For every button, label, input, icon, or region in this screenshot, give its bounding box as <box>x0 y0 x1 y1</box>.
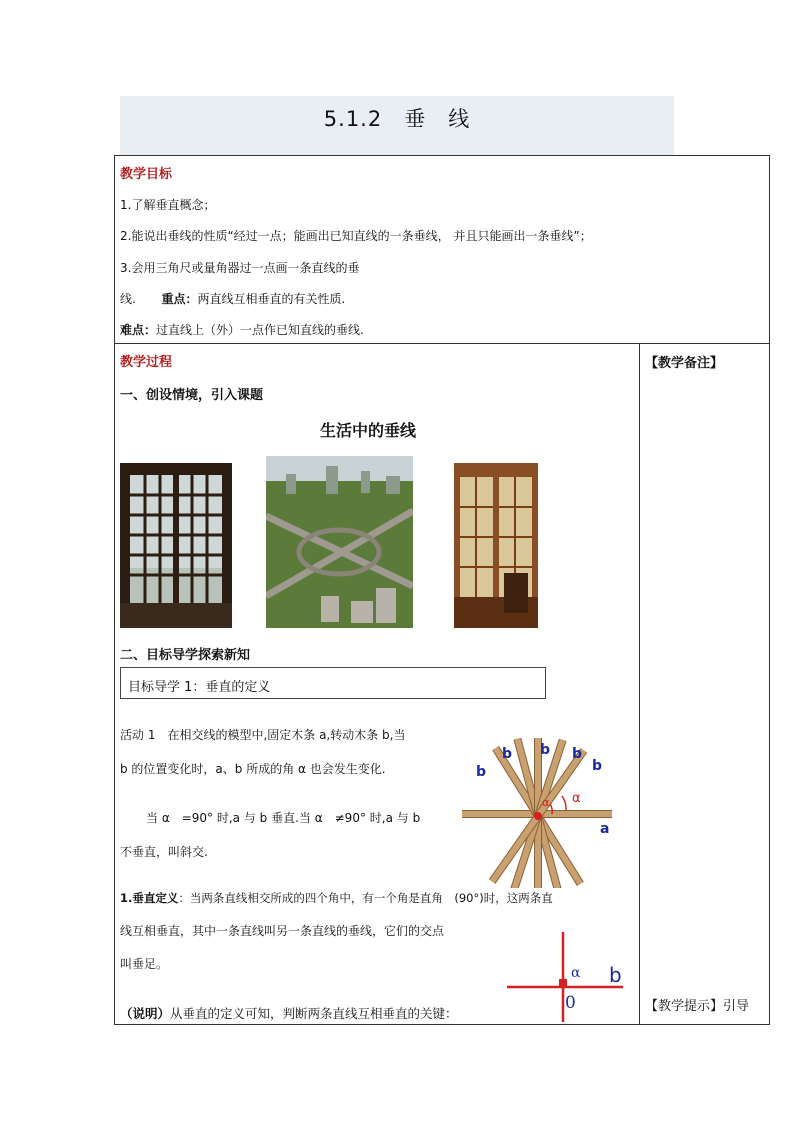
alpha-label-outer: α <box>572 791 581 806</box>
foot-label-o: 0 <box>565 993 576 1013</box>
alpha-label-inner: α <box>542 796 550 809</box>
difficulty-text: 过直线上（外）一点作已知直线的垂线. <box>156 323 364 337</box>
section-1-heading: 一、创设情境，引入课题 <box>120 388 264 403</box>
goal-box-label: 目标导学 1：垂直的定义 <box>128 680 271 695</box>
label-b-4: b <box>572 746 583 762</box>
label-a: a <box>600 821 610 837</box>
overpass-photo <box>266 456 413 628</box>
label-b-1: b <box>476 764 487 780</box>
activity-line-1: 活动 1 在相交线的模型中,固定木条 a,转动木条 b,当 <box>120 728 406 742</box>
definition-line-2: 线互相垂直，其中一条直线叫另一条直线的垂线，它们的交点 <box>120 924 445 938</box>
label-b-3: b <box>540 742 551 758</box>
window-photo <box>120 463 232 628</box>
activity-line-4: 不垂直，叫斜交. <box>120 845 208 859</box>
definition-line-3: 叫垂足。 <box>120 957 169 971</box>
objective-2: 2.能说出垂线的性质“经过一点；能画出已知直线的一条垂线， 并且只能画出一条垂线”； <box>120 229 592 243</box>
objective-3-cont <box>120 290 345 307</box>
note-line <box>120 1004 458 1022</box>
note-label: （说明） <box>120 1006 171 1021</box>
teaching-hint: 【教学提示】引导 <box>645 999 750 1014</box>
door-photo <box>454 463 538 628</box>
difficulty-label: 难点： <box>120 323 157 337</box>
objective-3-cont-text: 线. <box>120 292 136 306</box>
key-point-label: 重点： <box>161 292 198 306</box>
objectives-heading: 教学目标 <box>120 167 173 182</box>
section-subtitle: 生活中的垂线 <box>320 421 417 440</box>
activity-line-3: 当 α =90° 时,a 与 b 垂直.当 α ≠90° 时,a 与 b <box>146 811 421 825</box>
section-2-heading: 二、目标导学探索新知 <box>120 648 251 663</box>
alpha-label: α <box>571 965 581 981</box>
objective-1: 1.了解垂直概念； <box>120 198 216 212</box>
definition-line-1 <box>120 890 553 906</box>
label-b-2: b <box>502 746 513 762</box>
note-text: 从垂直的定义可知，判断两条直线互相垂直的关键： <box>170 1006 458 1021</box>
definition-label: 1.垂直定义 <box>120 891 179 905</box>
process-heading: 教学过程 <box>120 355 173 370</box>
objectives-box <box>114 155 770 344</box>
teaching-notes-heading: 【教学备注】 <box>645 356 724 371</box>
intersection-point <box>534 812 542 820</box>
angle-arc-outer <box>562 796 566 810</box>
page-title: 5.1.2 垂 线 <box>323 107 471 131</box>
perpendicular-figure <box>505 930 630 1024</box>
label-b: b <box>609 963 622 987</box>
objective-3: 3.会用三角尺或量角器过一点画一条直线的垂 <box>120 261 360 275</box>
activity-line-2: b 的位置变化时，a、b 所成的角 α 也会发生变化. <box>120 762 386 776</box>
label-b-5: b <box>592 758 603 774</box>
definition-text-1: ：当两条直线相交所成的四个角中，有一个角是直角 (90°)时，这两条直 <box>178 891 553 905</box>
column-divider <box>639 343 640 1025</box>
key-point-text: 两直线互相垂直的有关性质. <box>197 292 346 306</box>
difficulty <box>120 321 364 338</box>
right-angle-mark <box>559 979 567 987</box>
rotating-sticks-figure <box>462 738 622 888</box>
